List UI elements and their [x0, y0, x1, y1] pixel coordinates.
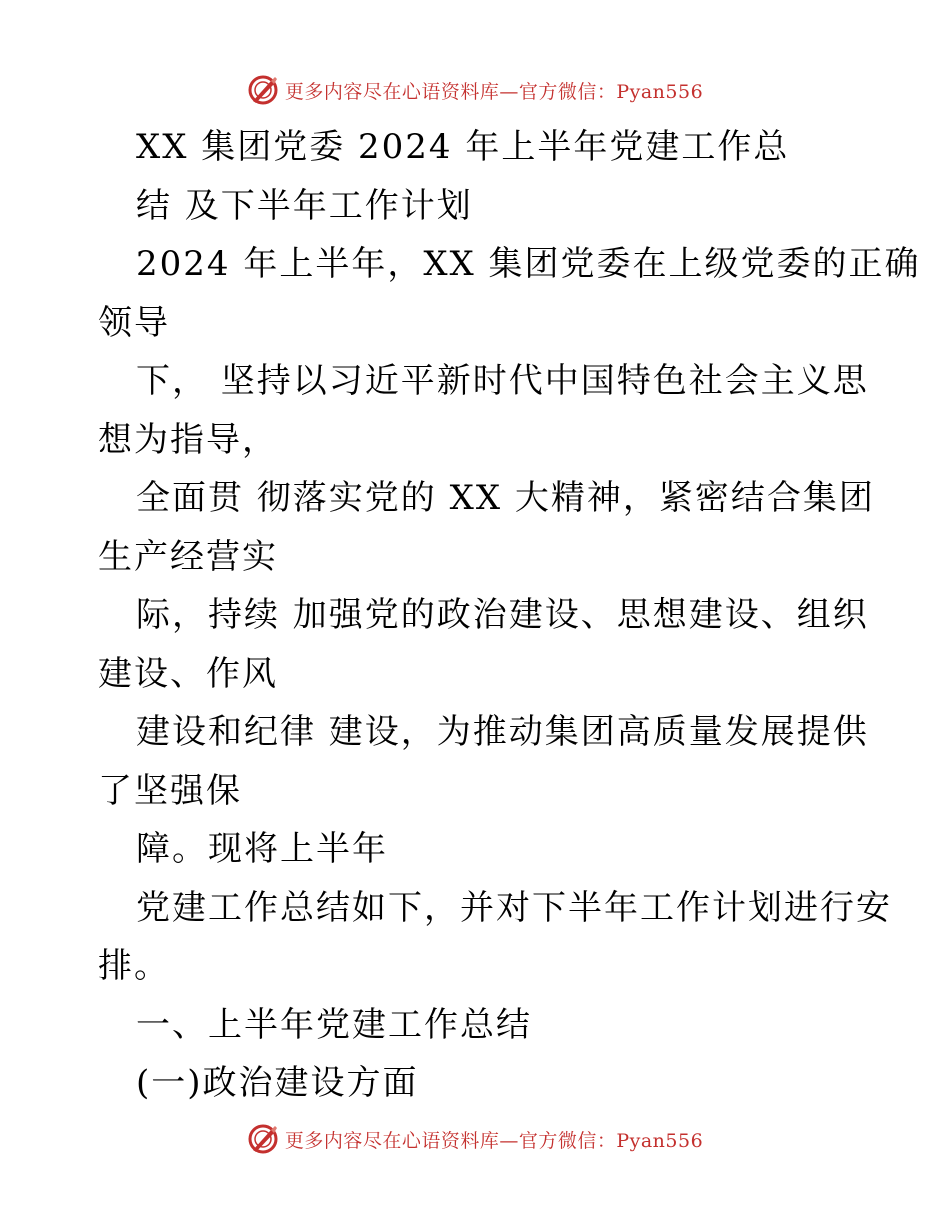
paragraph-line: 排。	[98, 946, 170, 986]
paragraph-line: 党建工作总结如下，并对下半年工作计划进行安	[136, 887, 892, 928]
footer-banner	[0, 1119, 950, 1159]
section-heading: 一、上半年党建工作总结	[136, 1004, 532, 1045]
pen-logo-icon	[247, 1123, 279, 1155]
paragraph-line: 全面贯 彻落实党的 XX 大精神，紧密结合集团	[136, 478, 875, 518]
title-line-2: 结 及下半年工作计划	[136, 185, 473, 226]
paragraph-line: 生产经营实	[98, 536, 278, 577]
paragraph-line: 下， 坚持以习近平新时代中国特色社会主义思	[136, 361, 869, 401]
header-banner	[0, 70, 950, 110]
paragraph-line: 障。现将上半年	[136, 829, 388, 869]
paragraph-line: 领导	[98, 302, 170, 343]
paragraph-line: 2024 年上半年，XX 集团党委在上级党委的正确	[136, 244, 921, 284]
document-body	[98, 118, 921, 1113]
subsection-heading: (一)政治建设方面	[136, 1063, 419, 1103]
paragraph-line: 建设、作风	[98, 653, 278, 694]
footer-banner-text: 更多内容尽在心语资料库—官方微信：Pyan556	[284, 1129, 704, 1152]
paragraph-line: 际，持续 加强党的政治建设、思想建设、组织	[136, 595, 869, 635]
paragraph-line: 了坚强保	[98, 770, 242, 811]
title-line-1: XX 集团党委 2024 年上半年党建工作总	[136, 127, 790, 167]
header-banner-text: 更多内容尽在心语资料库—官方微信：Pyan556	[284, 80, 704, 103]
pen-logo-icon	[247, 74, 279, 106]
paragraph-line: 建设和纪律 建设，为推动集团高质量发展提供	[136, 712, 869, 752]
paragraph-line: 想为指导，	[98, 419, 278, 460]
